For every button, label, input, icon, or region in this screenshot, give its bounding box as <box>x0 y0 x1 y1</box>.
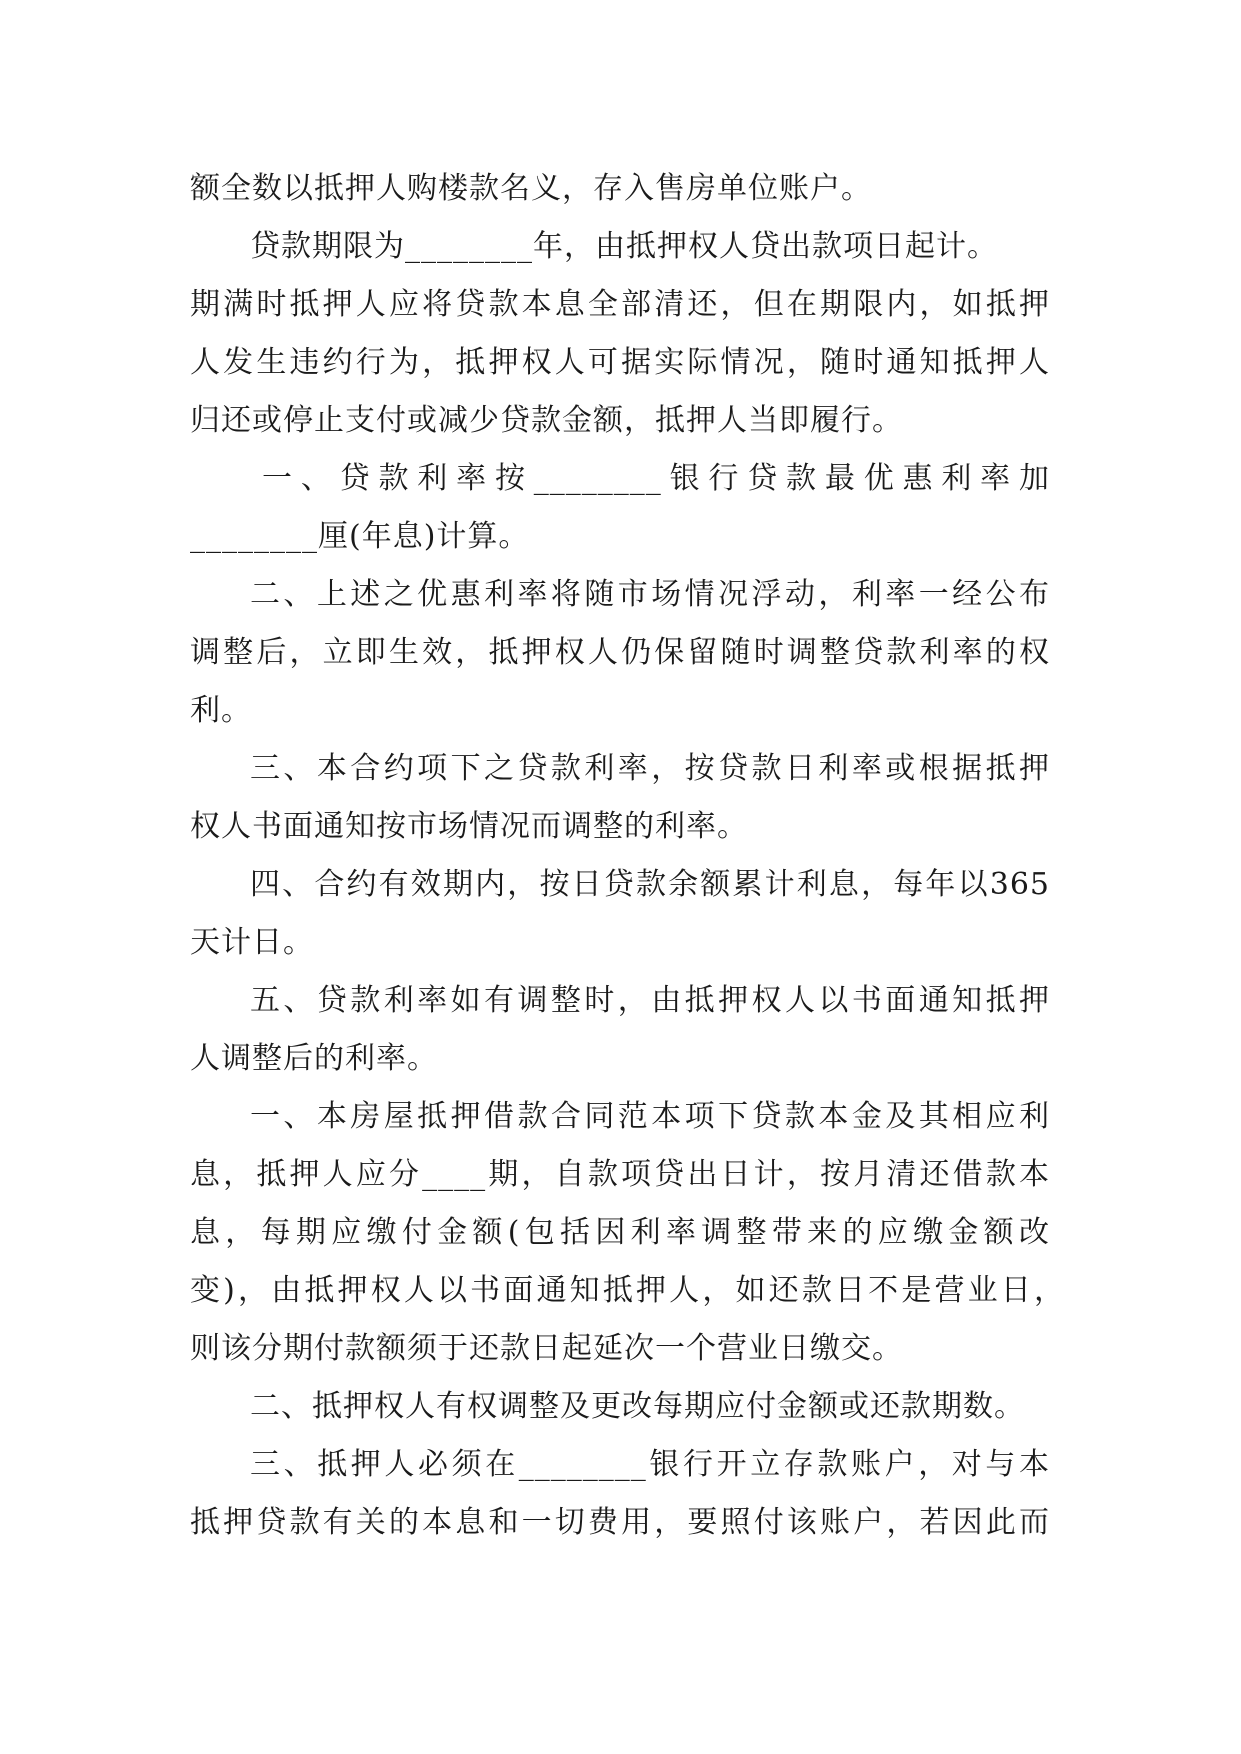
text-line: 抵押贷款有关的本息和一切费用，要照付该账户，若因此而 <box>190 1505 1050 1540</box>
text-line: 三、本合约项下之贷款利率，按贷款日利率或根据抵押 <box>250 751 1050 786</box>
text-line: 天计日。 <box>190 925 314 960</box>
text-line: 归还或停止支付或减少贷款金额，抵押人当即履行。 <box>190 403 903 438</box>
text-line: 权人书面通知按市场情况而调整的利率。 <box>190 809 748 844</box>
text-line: 息，抵押人应分____期，自款项贷出日计，按月清还借款本 <box>190 1157 1050 1192</box>
text-line: 额全数以抵押人购楼款名义，存入售房单位账户。 <box>190 171 872 206</box>
text-line: 利。 <box>190 693 252 728</box>
text-line: 二、抵押权人有权调整及更改每期应付金额或还款期数。 <box>250 1389 1025 1424</box>
text-line: 调整后，立即生效，抵押权人仍保留随时调整贷款利率的权 <box>190 635 1050 670</box>
text-line: 四、合约有效期内，按日贷款余额累计利息，每年以365 <box>250 867 1050 902</box>
text-line: 变)，由抵押权人以书面通知抵押人，如还款日不是营业日， <box>190 1273 1065 1308</box>
text-line: ________厘(年息)计算。 <box>190 519 530 554</box>
text-line: 一、本房屋抵押借款合同范本项下贷款本金及其相应利 <box>250 1099 1050 1134</box>
text-line: 贷款期限为________年，由抵押权人贷出款项日起计。 <box>250 229 998 264</box>
text-line: 期满时抵押人应将贷款本息全部清还，但在期限内，如抵押 <box>190 287 1050 322</box>
text-line: 三、抵押人必须在________银行开立存款账户，对与本 <box>250 1447 1050 1482</box>
text-line: 人调整后的利率。 <box>190 1041 438 1076</box>
text-line: 息，每期应缴付金额(包括因利率调整带来的应缴金额改 <box>190 1215 1050 1250</box>
text-line: 五、贷款利率如有调整时，由抵押权人以书面通知抵押 <box>250 983 1050 1018</box>
text-line: 一、贷款利率按________银行贷款最优惠利率加 <box>262 461 1050 496</box>
text-line: 二、上述之优惠利率将随市场情况浮动，利率一经公布 <box>250 577 1050 612</box>
text-line: 则该分期付款额须于还款日起延次一个营业日缴交。 <box>190 1331 903 1366</box>
text-line: 人发生违约行为，抵押权人可据实际情况，随时通知抵押人 <box>190 345 1050 380</box>
